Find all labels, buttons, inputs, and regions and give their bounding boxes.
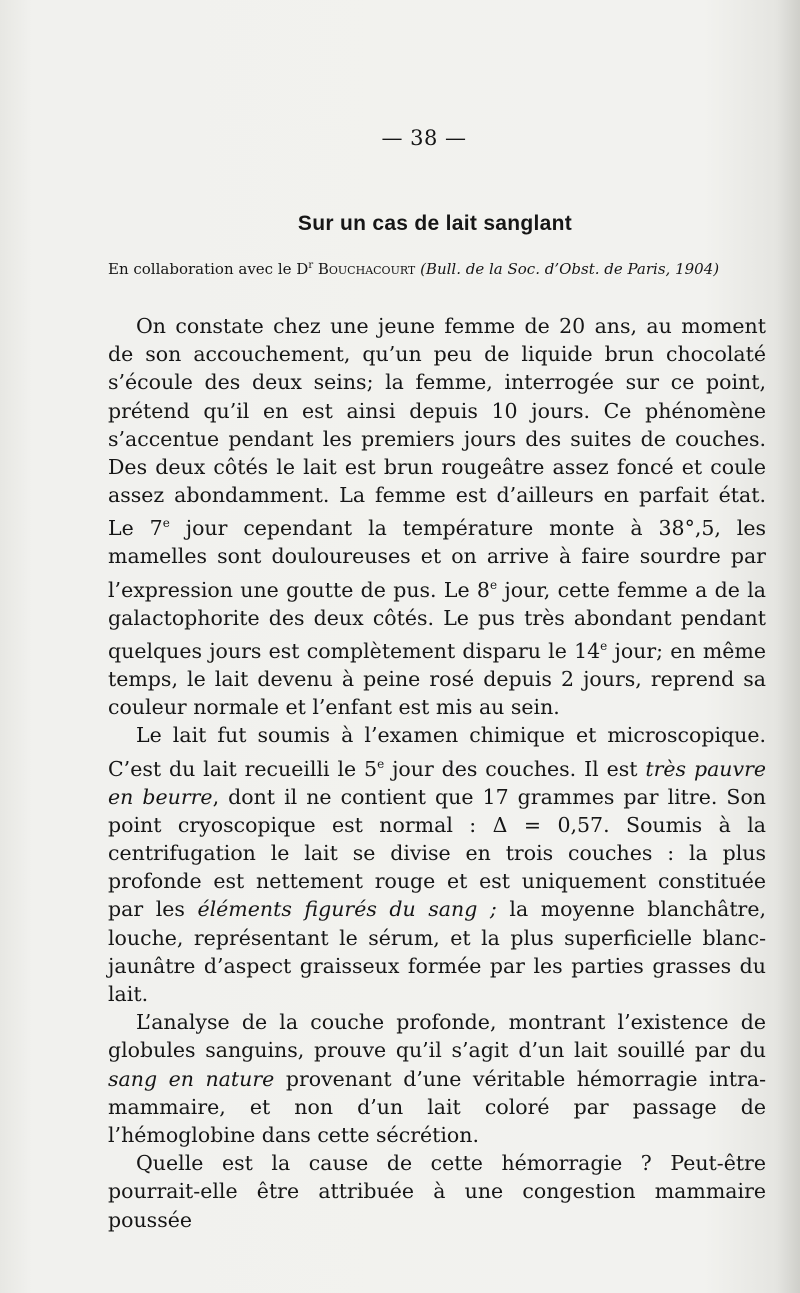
italic-text: très pauvre en beurre [108,756,767,809]
text-segment: jour cependant la température monte à 38°,5, les mamelles sont douloureuses et on arrive à faire sourdre par l’expression une goutte de pus. Le 8 [108,516,767,602]
text-segment: L’analyse de la couche profonde, montrant l’existence de globules sanguins, prouve qu’il s’agit d’un lait souillé par du [108,1010,766,1063]
byline-author: Bouchacourt [317,260,416,278]
superscript: e [377,756,385,771]
superscript: e [600,638,608,653]
italic-text: éléments figurés du sang ; [197,897,497,922]
page-number: — 38 — [381,126,467,150]
italic-text: sang en nature [108,1066,275,1091]
text-segment: jour des couches. Il est [384,756,646,781]
article-title: Sur un cas de lait sanglant [297,212,573,235]
text-segment: jour; en même temps, le lait devenu à peine rosé depuis 2 jours, reprend sa couleur normale et l’enfant est mis au sein. [108,638,766,720]
text-segment: Le lait fut soumis à l’examen chimique et microscopique. C’est du lait recueilli le 5 [108,723,766,781]
article-body [108,312,766,1234]
text-segment: jour, cette femme a de la galactophorite des deux côtés. Le pus très abondant pendant quelques jours est complètement disparu le 14 [108,577,766,663]
text-segment: provenant d’une véritable hémorragie intra-mammaire, et non d’un lait coloré par passage de l’hémoglobine dans cette sécrétion. [108,1066,767,1147]
paragraph [108,312,766,721]
text-segment: , dont il ne contient que 17 grammes par litre. Son point cryoscopique est normal : Δ = 0,57. Soumis à la centrifugation le lait se divise en trois couches : la plus profonde est nettement rouge et est uniquement constituée par les [108,784,766,922]
text-segment: la moyenne blanchâtre, louche, représentant le sérum, et la plus superficielle blanc-jaunâtre d’aspect graisseux formée par les parties grasses du lait. [108,897,767,1006]
text-segment: Quelle est la cause de cette hémorragie ? Peut-être pourrait-elle être attribuée à une congestion mammaire poussée [108,1151,766,1232]
byline-reference: (Bull. de la Soc. d’Obst. de Paris, 1904) [420,260,720,278]
superscript: e [489,577,498,592]
paragraph [108,1008,766,1149]
byline [108,260,768,278]
paragraph [108,721,766,1008]
superscript: e [162,516,170,531]
byline-prefix: En collaboration avec le D [108,260,309,278]
byline-sup: r [308,260,314,271]
paragraph [108,1149,766,1234]
text-segment: On constate chez une jeune femme de 20 ans, au moment de son accouchement, qu’un peu de liquide brun chocolaté s’écoule des deux seins; la femme, interrogée sur ce point, prétend qu’il en est ainsi depuis 10 jours. Ce phénomène s’accentue pendant les premiers jours des suites de couches. Des deux côtés le lait est brun rougeâtre assez foncé et coule assez abondamment. La femme est d’ailleurs en parfait état. Le 7 [108,314,766,541]
